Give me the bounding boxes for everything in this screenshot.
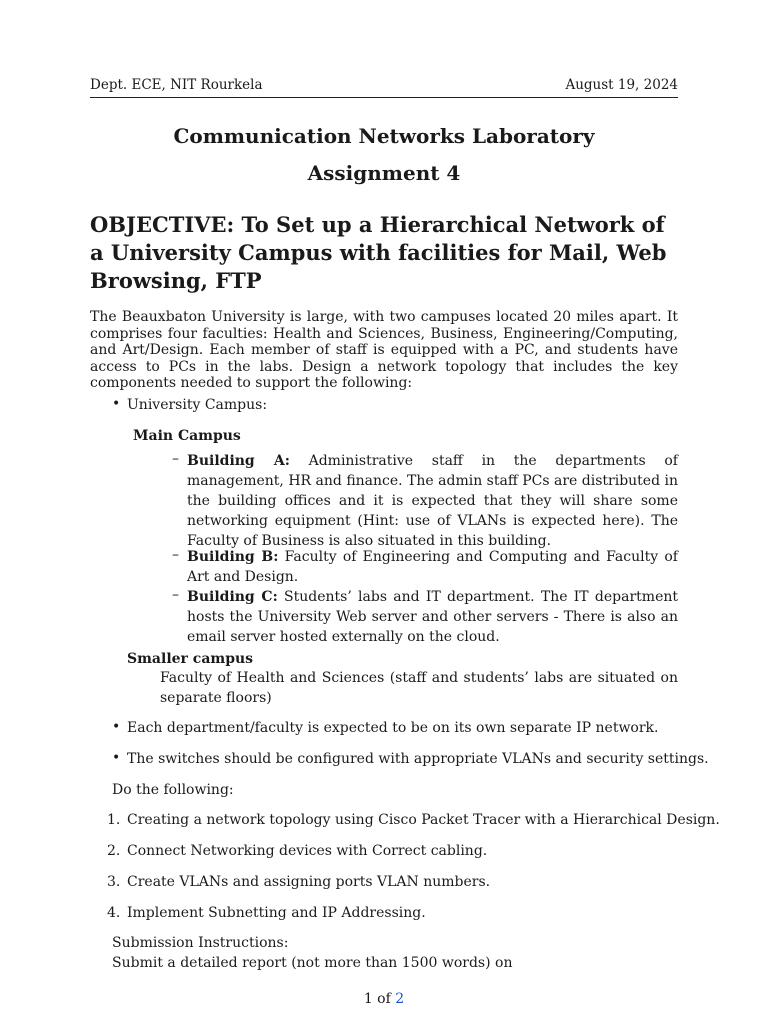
task-item: Connect Networking devices with Correct cabling.	[127, 843, 488, 859]
task-number: 1.	[107, 812, 121, 828]
header-department: Dept. ECE, NIT Rourkela	[90, 77, 263, 93]
assignment-title: Assignment 4	[307, 161, 461, 185]
smaller-campus-heading: Smaller campus	[127, 651, 254, 667]
building-a-label: Building A:	[187, 453, 290, 469]
building-a-item	[187, 451, 678, 551]
page-header	[90, 77, 678, 98]
task-item: Implement Subnetting and IP Addressing.	[127, 905, 426, 921]
switches-bullet: The switches should be configured with appropriate VLANs and security settings.	[127, 751, 709, 767]
page-footer	[0, 991, 768, 1007]
task-number: 3.	[107, 874, 121, 890]
dash-icon: –	[172, 547, 179, 563]
building-c-label: Building C:	[187, 589, 278, 605]
task-number: 4.	[107, 905, 121, 921]
building-b-label: Building B:	[187, 549, 279, 565]
total-pages-link[interactable]: 2	[395, 991, 405, 1007]
task-item: Creating a network topology using Cisco Packet Tracer with a Hierarchical Design.	[127, 812, 720, 828]
dash-icon: –	[172, 451, 179, 467]
objective-heading: OBJECTIVE: To Set up a Hierarchical Network of a University Campus with facilities for Mail, Web Browsing, FTP	[90, 212, 667, 293]
main-campus-heading: Main Campus	[133, 428, 241, 444]
page-number-prefix: 1 of	[363, 991, 396, 1007]
course-title: Communication Networks Laboratory	[173, 124, 595, 148]
dash-icon: –	[172, 587, 179, 603]
bullet-icon: •	[112, 396, 121, 412]
building-b-item	[187, 547, 678, 587]
building-c-text: Students’ labs and IT department. The IT department hosts the University Web server and other servers - There is also an email server hosted externally on the cloud.	[187, 589, 678, 645]
task-item: Create VLANs and assigning ports VLAN numbers.	[127, 874, 491, 890]
header-date: August 19, 2024	[565, 77, 678, 93]
building-a-text: Administrative staff in the departments of management, HR and finance. The admin staff PCs are distributed in the building offices and it is expected that they will share some networking equipment (Hint: use of VLANs is expected here). The Faculty of Business is also situated in this building.	[187, 453, 678, 549]
smaller-campus-text: Faculty of Health and Sciences (staff and students’ labs are situated on separate floors)	[160, 670, 678, 706]
university-campus-label: University Campus:	[127, 397, 268, 413]
bullet-icon: •	[112, 750, 121, 766]
submission-heading: Submission Instructions:	[112, 935, 289, 951]
submission-text: Submit a detailed report (not more than 1500 words) on	[112, 955, 513, 971]
dept-network-bullet: Each department/faculty is expected to be on its own separate IP network.	[127, 720, 659, 736]
bullet-icon: •	[112, 719, 121, 735]
building-b-text: Faculty of Engineering and Computing and Faculty of Art and Design.	[187, 549, 678, 585]
intro-paragraph: The Beauxbaton University is large, with two campuses located 20 miles apart. It comprises four faculties: Health and Sciences, Business, Engineering/Computing, and Art/Design. Each member of staff is equipped with a PC, and students have access to PCs in the labs. Design a network topology that includes the key components needed to support the following:	[90, 309, 678, 391]
do-following-label: Do the following:	[112, 782, 234, 798]
task-number: 2.	[107, 843, 121, 859]
building-c-item	[187, 587, 678, 647]
